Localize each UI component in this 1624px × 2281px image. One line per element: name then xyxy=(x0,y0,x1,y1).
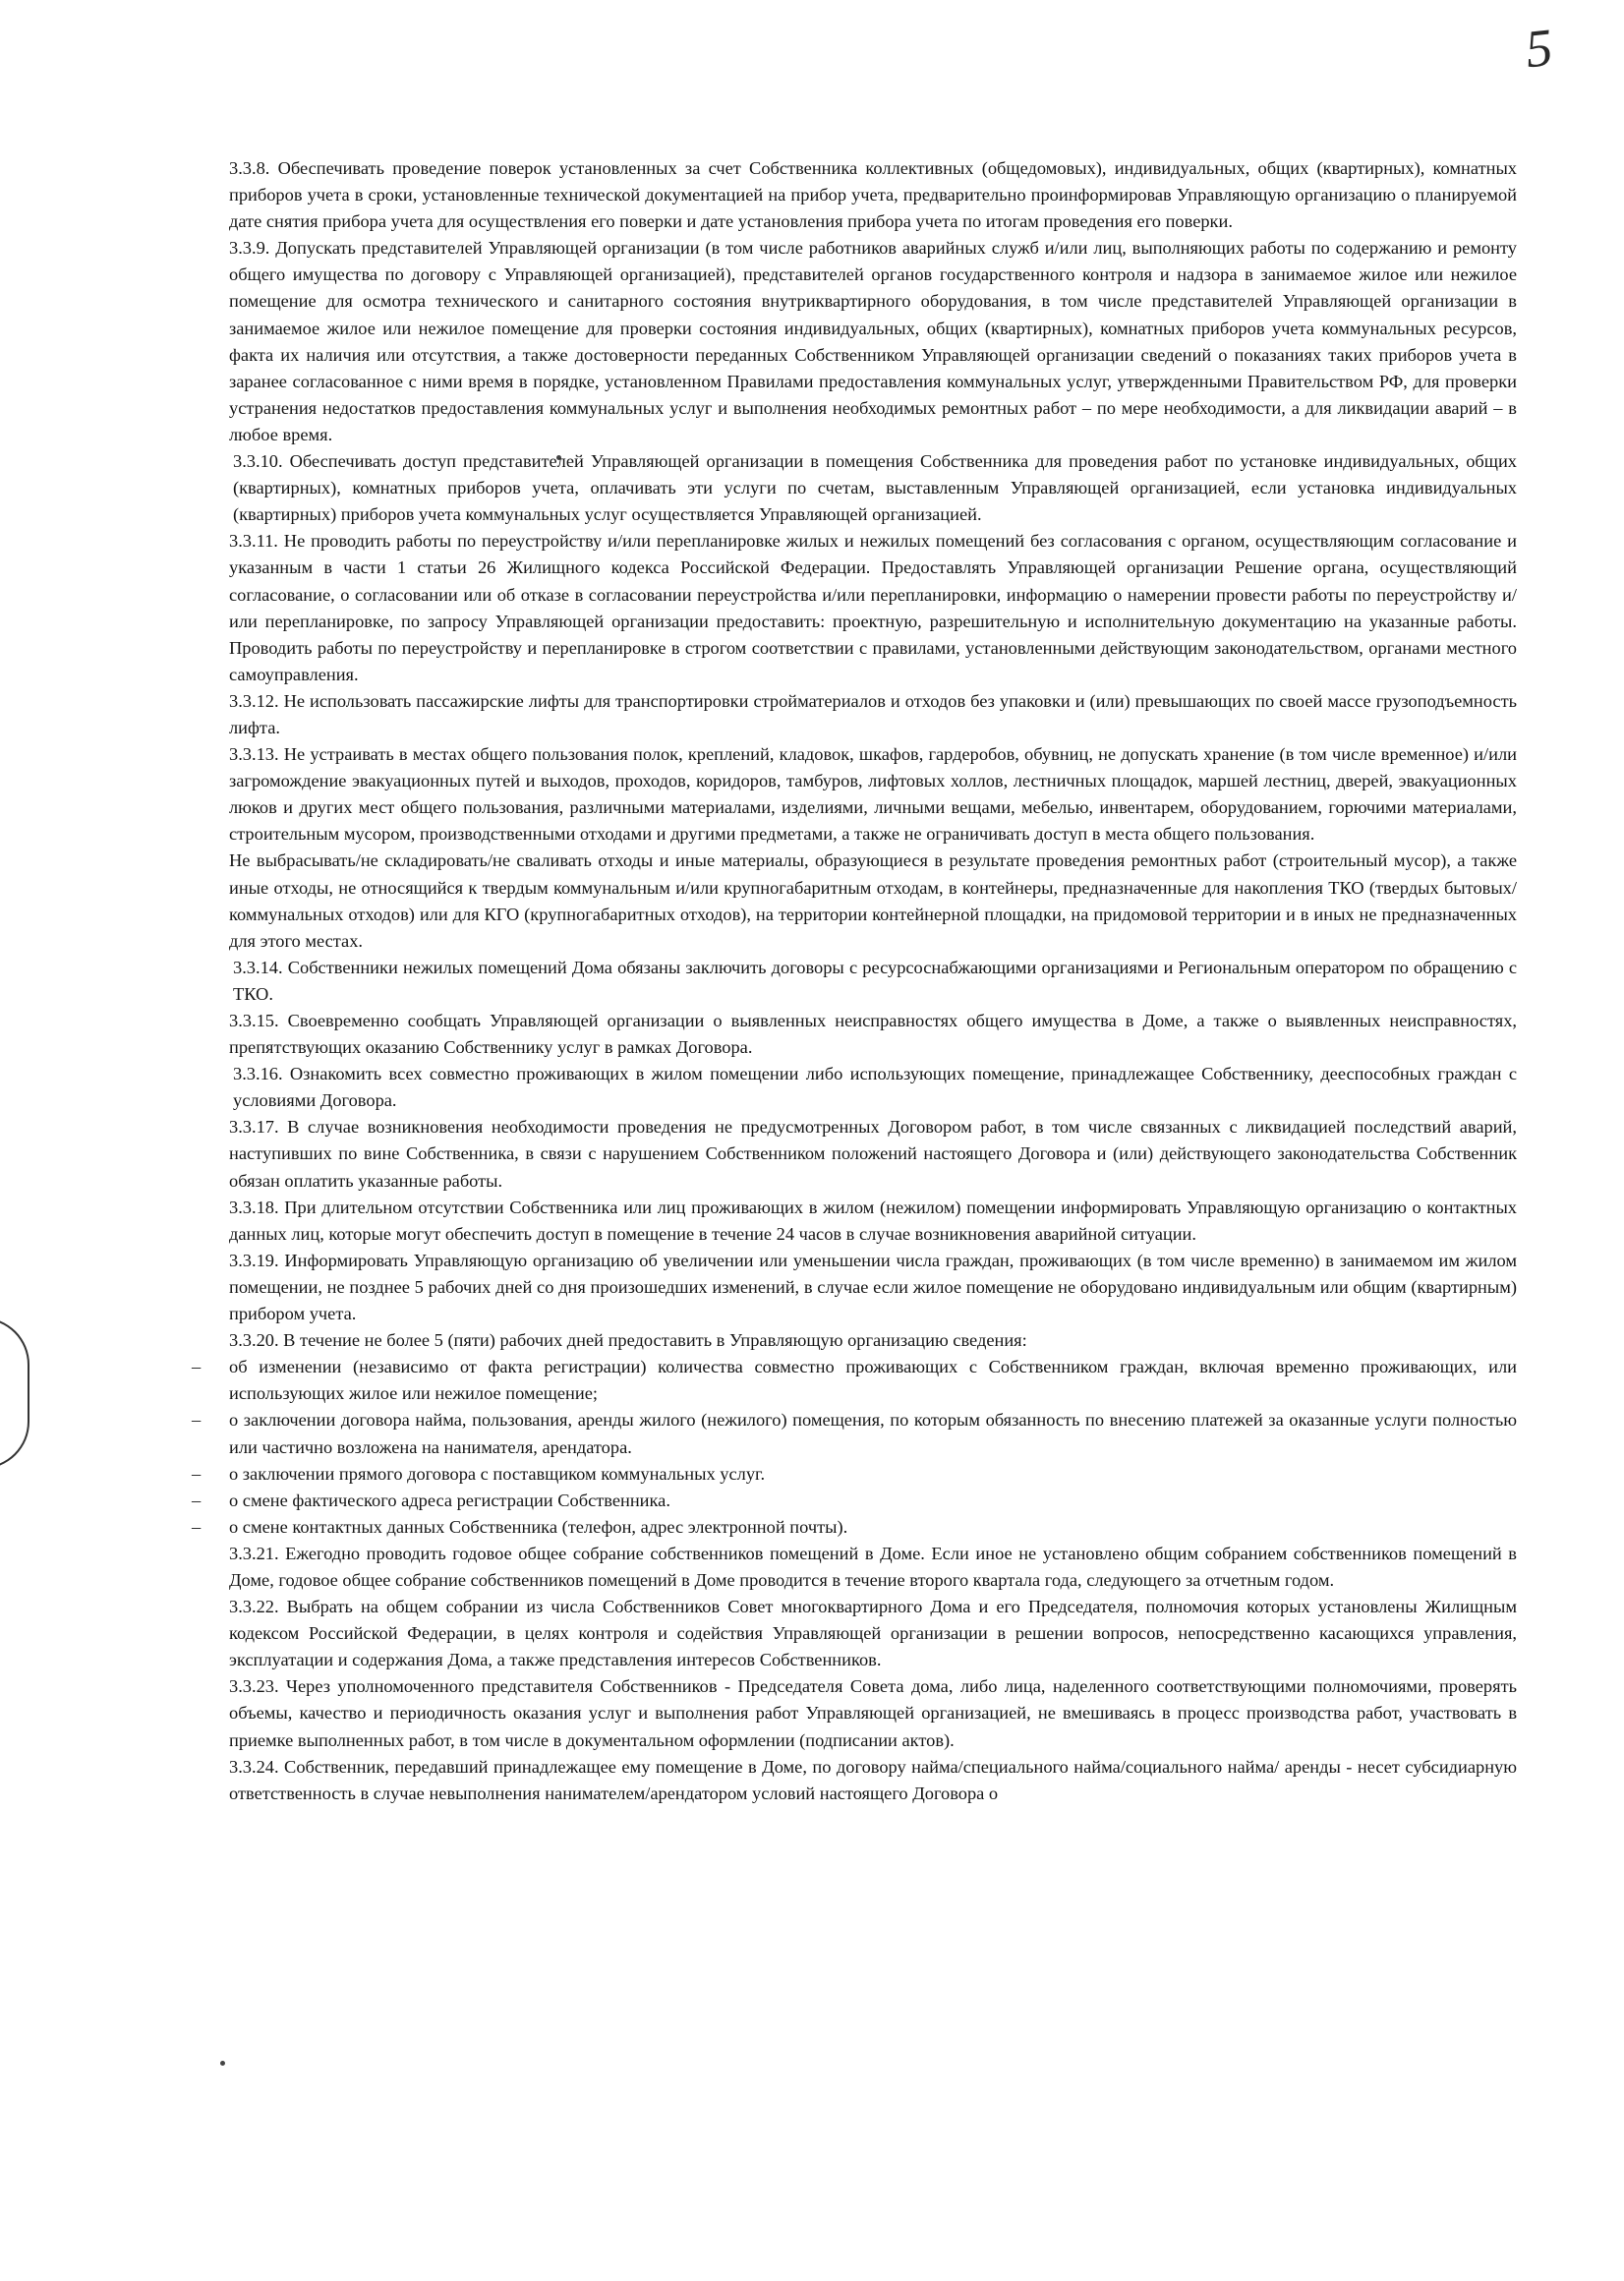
clause-3-3-10: 3.3.10. Обеспечивать доступ представителей Управляющей организации в помещения Собственника для проведения работ по установке индивидуальных, общих (квартирных), комнатных приборов учета, оплачивать эти услуги по счетам, выставленным Управляющей организацией, если установка индивидуальных (квартирных) приборов учета коммунальных услуг осуществляется Управляющей организацией. xyxy=(233,451,1517,525)
dash-marker: – xyxy=(192,1357,202,1377)
clause-3-3-20-list xyxy=(192,1354,1517,1541)
clause-3-3-23: 3.3.23. Через уполномоченного представителя Собственников - Председателя Совета дома, либо лица, наделенного соответствующими полномочиями, проверять объемы, качество и периодичность оказания услуг и выполнения работ Управляющей организацией, не вмешиваясь в процесс производства работ, участвовать в приемке выполненных работ, в том числе в документальном оформлении (подписании актов). xyxy=(229,1676,1517,1750)
clause-3-3-15: 3.3.15. Своевременно сообщать Управляющей организации о выявленных неисправностях общего имущества в Доме, а также о выявленных неисправностях, препятствующих оказанию Собственнику услуг в рамках Договора. xyxy=(229,1011,1517,1058)
clause-3-3-18: 3.3.18. При длительном отсутствии Собственника или лиц проживающих в жилом (нежилом) помещении информировать Управляющую организацию о контактных данных лиц, которые могут обеспечить доступ в помещение в течение 24 часов в случае возникновения аварийной ситуации. xyxy=(229,1197,1517,1244)
list-item: – о смене контактных данных Собственника (телефон, адрес электронной почты). xyxy=(192,1514,1517,1541)
clause-3-3-16: 3.3.16. Ознакомить всех совместно проживающих в жилом помещении либо использующих помещение, принадлежащее Собственнику, дееспособных граждан с условиями Договора. xyxy=(233,1064,1517,1111)
clause-3-3-12: 3.3.12. Не использовать пассажирские лифты для транспортировки стройматериалов и отходов без упаковки и (или) превышающих по своей массе грузоподъемность лифта. xyxy=(229,690,1517,737)
clause-3-3-17: 3.3.17. В случае возникновения необходимости проведения не предусмотренных Договором работ, в том числе связанных с ликвидацией последствий аварий, наступивших по вине Собственника, в связи с нарушением Собственником положений настоящего Договора и (или) действующего законодательства Собственник обязан оплатить указанные работы. xyxy=(229,1117,1517,1191)
dash-marker: – xyxy=(192,1463,202,1484)
clause-3-3-22: 3.3.22. Выбрать на общем собрании из числа Собственников Совет многоквартирного Дома и его Председателя, полномочия которых установлены Жилищным кодексом Российской Федерации, в целях контроля и содействия Управляющей организации в решении вопросов, непосредственно касающихся управления, эксплуатации и содержания Дома, а также представления интересов Собственников. xyxy=(229,1597,1517,1670)
list-item: – о заключении договора найма, пользования, аренды жилого (нежилого) помещения, по которым обязанность по внесению платежей за оказанные услуги полностью или частично возложена на нанимателя, арендатора. xyxy=(192,1407,1517,1460)
clause-3-3-19: 3.3.19. Информировать Управляющую организацию об увеличении или уменьшении числа граждан, проживающих (в том числе временно) в занимаемом им жилом помещении, не позднее 5 рабочих дней со дня произошедших изменений, в случае если жилое помещение не оборудовано индивидуальным или общим (квартирным) прибором учета. xyxy=(229,1250,1517,1324)
list-item: – о смене фактического адреса регистрации Собственника. xyxy=(192,1488,1517,1514)
list-item: – о заключении прямого договора с поставщиком коммунальных услуг. xyxy=(192,1461,1517,1488)
document-body xyxy=(192,155,1517,1807)
clause-3-3-21: 3.3.21. Ежегодно проводить годовое общее собрание собственников помещений в Доме. Если иное не установлено общим собранием собственников помещений в Доме, годовое общее собрание собственников помещений в Доме проводится в течение второго квартала года, следующего за отчетным годом. xyxy=(229,1543,1517,1590)
clause-3-3-20: 3.3.20. В течение не более 5 (пяти) рабочих дней предоставить в Управляющую организацию сведения: xyxy=(229,1330,1027,1351)
clause-3-3-13: 3.3.13. Не устраивать в местах общего пользования полок, креплений, кладовок, шкафов, гардеробов, обувниц, не допускать хранение (в том числе временное) и/или загромождение эвакуационных путей и выходов, проходов, коридоров, тамбуров, лифтовых холлов, лестничных площадок, маршей лестниц, дверей, эвакуационных люков и других мест общего пользования, различными материалами, изделиями, личными вещами, мебелью, инвентарем, оборудованием, горючими материалами, строительным мусором, производственными отходами и другими предметами, а также не ограничивать доступ в места общего пользования. xyxy=(229,744,1517,845)
dash-marker: – xyxy=(192,1516,202,1537)
dash-marker: – xyxy=(192,1490,202,1510)
clause-3-3-8: 3.3.8. Обеспечивать проведение поверок установленных за счет Собственника коллективных (общедомовых), индивидуальных, общих (квартирных), комнатных приборов учета в сроки, установленные технической документацией на прибор учета, предварительно проинформировав Управляющую организацию о планируемой дате снятия прибора учета для осуществления его поверки и дате установления прибора учета по итогам проведения его поверки. xyxy=(229,158,1517,232)
list-item: – об изменении (независимо от факта регистрации) количества совместно проживающих с Собственником граждан, включая временно проживающих, или использующих жилое или нежилое помещение; xyxy=(192,1354,1517,1407)
handwritten-page-number: 5 xyxy=(1522,17,1556,80)
clause-3-3-14: 3.3.14. Собственники нежилых помещений Дома обязаны заключить договоры с ресурсоснабжающими организациями и Региональным оператором по обращению с ТКО. xyxy=(233,957,1517,1004)
scan-edge-mark xyxy=(0,1317,29,1469)
clause-3-3-11: 3.3.11. Не проводить работы по переустройству и/или перепланировке жилых и нежилых помещений без согласования с органом, осуществляющим согласование и указанным в части 1 статьи 26 Жилищного кодекса Российской Федерации. Предоставлять Управляющей организации Решение органа, осуществляющий согласование, о согласовании или об отказе в согласовании переустройства и/или перепланировки, информацию о намерении провести работы по переустройству и/или перепланировке, по запросу Управляющей организации предоставить: проектную, разрешительную и исполнительную документацию на указанные работы. Проводить работы по переустройству и перепланировке в строгом соответствии с правилами, установленными действующим законодательством, органами местного самоуправления. xyxy=(229,531,1517,684)
clause-3-3-13-waste: Не выбрасывать/не складировать/не сваливать отходы и иные материалы, образующиеся в результате проведения ремонтных работ (строительный мусор), а также иные отходы, не относящийся к твердым коммунальным и/или крупногабаритным отходам, в контейнеры, предназначенные для накопления ТКО (твердых бытовых/коммунальных отходов) или для КГО (крупногабаритных отходов), на территории контейнерной площадки, на придомовой территории и в иных не предназначенных для этого местах. xyxy=(229,850,1517,951)
dash-marker: – xyxy=(192,1410,202,1431)
clause-3-3-24: 3.3.24. Собственник, передавший принадлежащее ему помещение в Доме, по договору найма/специального найма/социального найма/ аренды - несет субсидиарную ответственность в случае невыполнения нанимателем/арендатором условий настоящего Договора о xyxy=(229,1756,1517,1803)
clause-3-3-9: 3.3.9. Допускать представителей Управляющей организации (в том числе работников аварийных служб и/или лиц, выполняющих работы по содержанию и ремонту общего имущества по договору с Управляющей организацией), представителей органов государственного контроля и надзора в занимаемое жилое или нежилое помещение для осмотра технического и санитарного состояния внутриквартирного оборудования, в том числе представителей Управляющей организации в занимаемое жилое или нежилое помещение для проверки состояния индивидуальных, общих (квартирных), комнатных приборов учета коммунальных ресурсов, факта их наличия или отсутствия, а также достоверности переданных Собственником Управляющей организации сведений о показаниях таких приборов учета в заранее согласованное с ними время в порядке, установленном Правилами предоставления коммунальных услуг, утвержденными Правительством РФ, для проверки устранения недостатков предоставления коммунальных услуг и выполнения необходимых ремонтных работ – по мере необходимости, а для ликвидации аварий – в любое время. xyxy=(229,238,1517,444)
scan-speck xyxy=(220,2061,225,2066)
